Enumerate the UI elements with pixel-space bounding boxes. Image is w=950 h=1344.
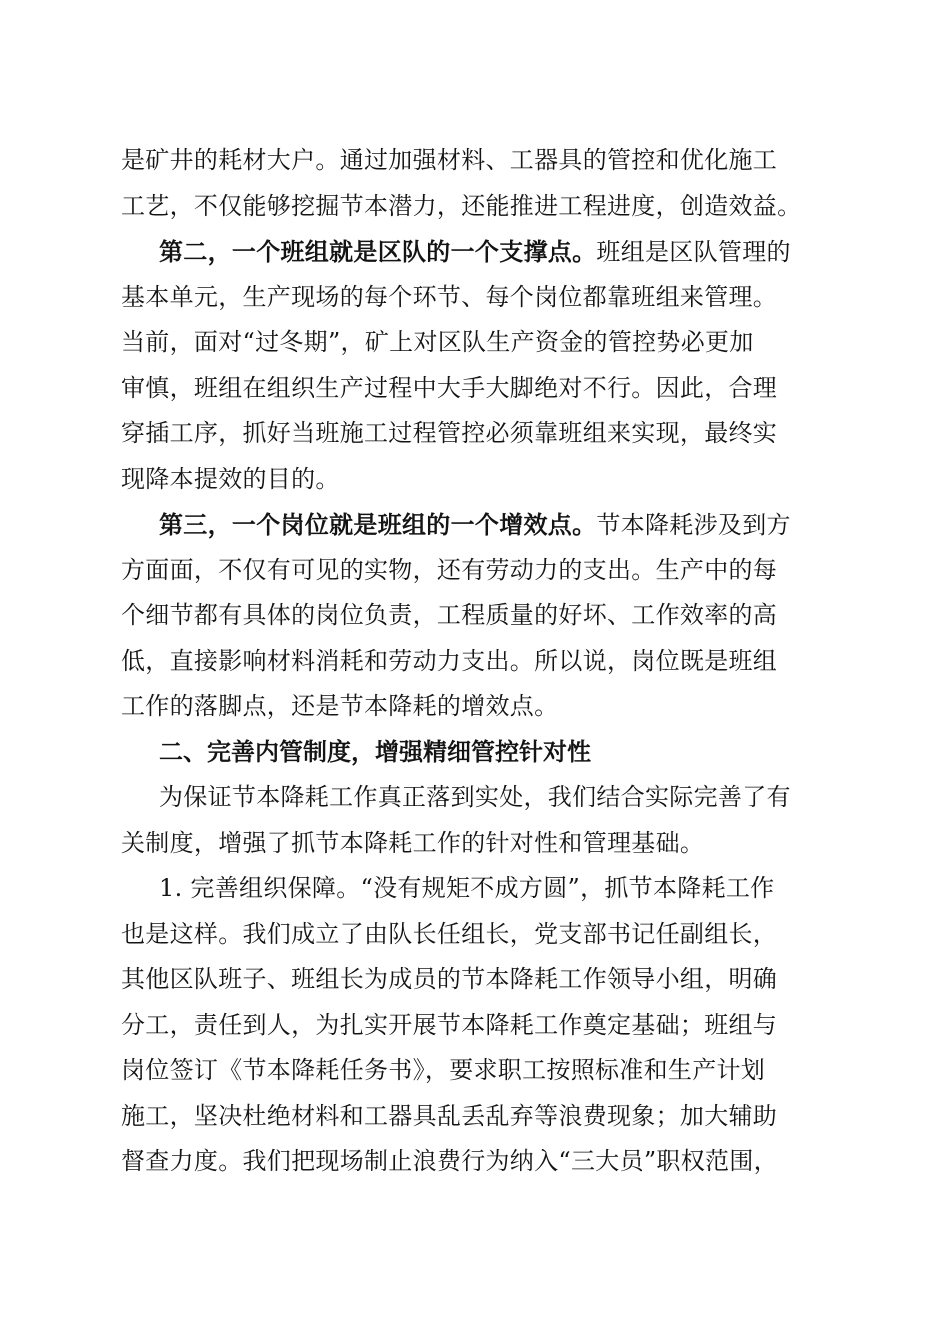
paragraph-4 <box>121 775 827 866</box>
paragraph-lead: 第二，一个班组就是区队的一个支撑点。 <box>159 237 597 266</box>
text-line: 岗位签订《节本降耗任务书》，要求职工按照标准和生产计划 <box>121 1056 766 1084</box>
text-line: 督查力度。我们把现场制止浪费行为纳入“三大员”职权范围， <box>121 1147 778 1175</box>
text-line: 其他区队班子、班组长为成员的节本降耗工作领导小组，明确 <box>121 965 778 993</box>
paragraph-1 <box>121 138 827 229</box>
text-line: 个细节都有具体的岗位负责，工程质量的好坏、工作效率的高 <box>121 601 778 629</box>
text-line: 基本单元，生产现场的每个环节、每个岗位都靠班组来管理。 <box>121 282 778 311</box>
text-line: 施工，坚决杜绝材料和工器具乱丢乱弃等浪费现象；加大辅助 <box>121 1101 778 1130</box>
text-run: 班组是区队管理的 <box>596 238 791 266</box>
section-heading <box>121 730 827 776</box>
text-line: 穿插工序，抓好当班施工过程管控必须靠班组来实现，最终实 <box>121 419 778 447</box>
text-line: 为保证节本降耗工作真正落到实处，我们结合实际完善了有 <box>159 783 791 811</box>
text-line: 工艺，不仅能够挖掘节本潜力，还能推进工程进度，创造效益。 <box>121 191 802 220</box>
paragraph-2 <box>121 229 827 502</box>
text-line: 工作的落脚点，还是节本降耗的增效点。 <box>121 692 559 720</box>
text-line: 低，直接影响材料消耗和劳动力支出。所以说，岗位既是班组 <box>121 646 778 675</box>
text-line: 分工，责任到人，为扎实开展节本降耗工作奠定基础；班组与 <box>121 1010 778 1039</box>
text-line: 也是这样。我们成立了由队长任组长，党支部书记任副组长， <box>121 919 778 948</box>
text-line: 关制度，增强了抓节本降耗工作的针对性和管理基础。 <box>121 828 705 857</box>
text-run: 节本降耗涉及到方 <box>596 511 791 539</box>
paragraph-5 <box>121 866 827 1185</box>
text-line <box>121 229 827 275</box>
paragraph-3 <box>121 502 827 730</box>
text-line <box>121 502 827 548</box>
section-heading-text: 二、完善内管制度，增强精细管控针对性 <box>159 737 591 766</box>
text-line: 当前，面对“过冬期”，矿上对区队生产资金的管控势必更加 <box>121 328 754 356</box>
text-line: 审慎，班组在组织生产过程中大手大脚绝对不行。因此，合理 <box>121 373 778 402</box>
text-line: 1. 完善组织保障。“没有规矩不成方圆”，抓节本降耗工作 <box>159 874 775 902</box>
text-line: 是矿井的耗材大户。通过加强材料、工器具的管控和优化施工 <box>121 146 778 174</box>
document-body <box>121 138 827 1185</box>
text-line: 现降本提效的目的。 <box>121 464 340 493</box>
text-line: 方面面，不仅有可见的实物，还有劳动力的支出。生产中的每 <box>121 555 778 584</box>
paragraph-lead: 第三，一个岗位就是班组的一个增效点。 <box>159 510 597 539</box>
